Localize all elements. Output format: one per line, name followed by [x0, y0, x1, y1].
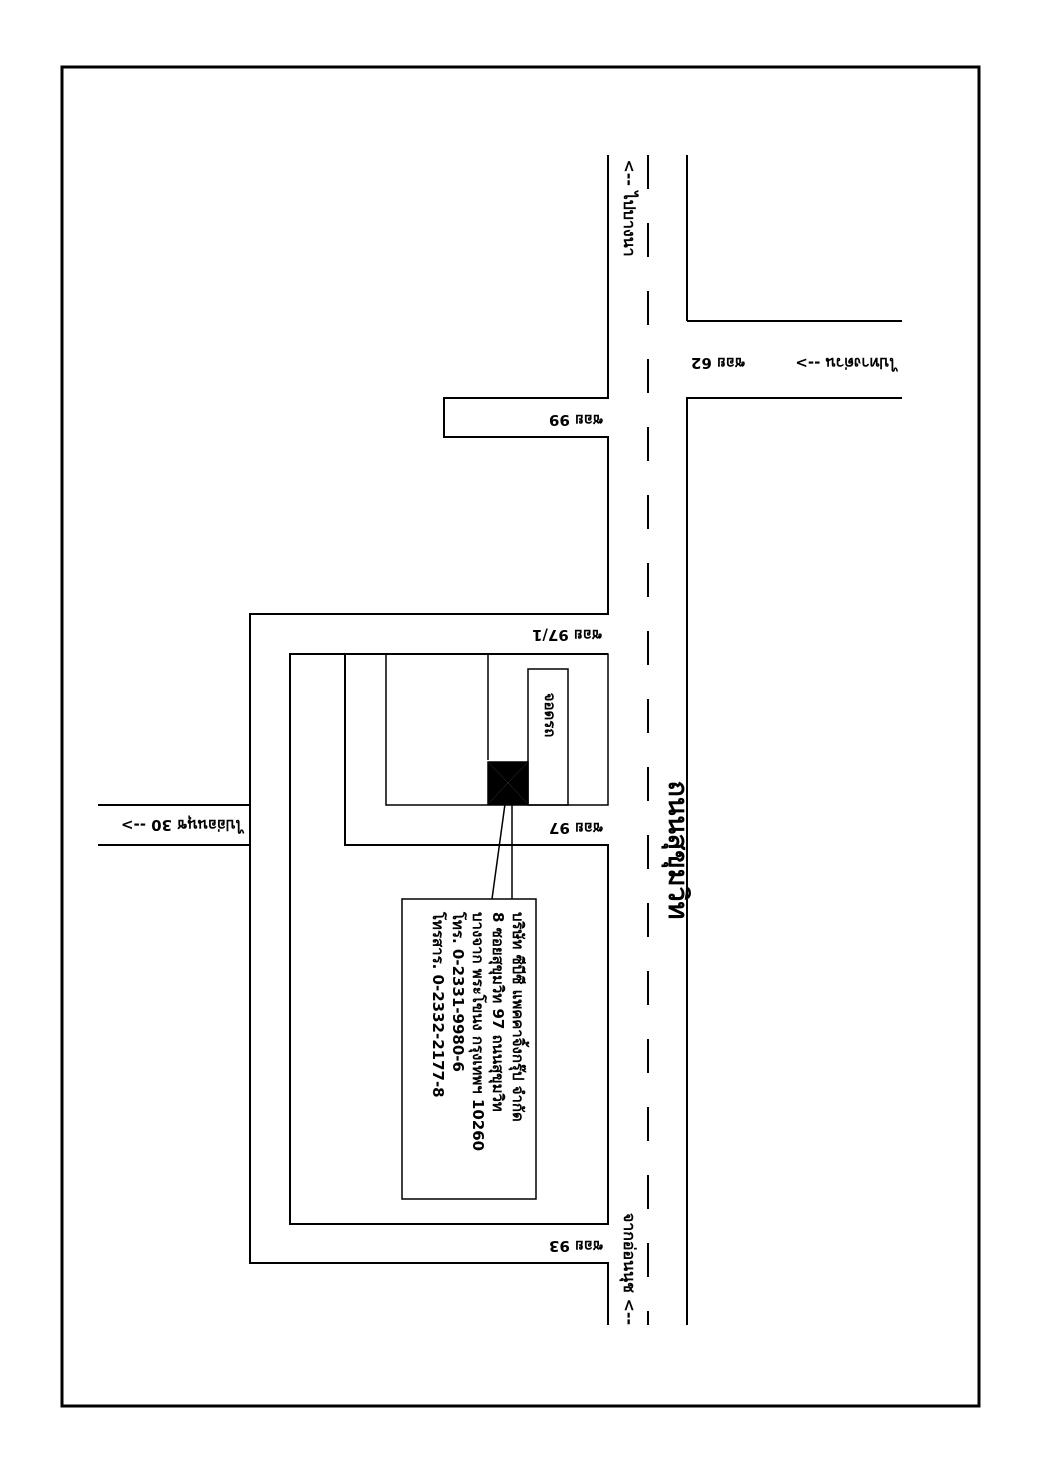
location-marker-icon — [488, 762, 528, 804]
soi-97-label: ซอย 97 — [548, 819, 604, 837]
soi-97-1-label: ซอย 97/1 — [532, 626, 602, 644]
soi-99-label: ซอย 99 — [548, 411, 604, 429]
parking-label: จอดรถ — [541, 692, 559, 738]
map-frame — [62, 67, 979, 1406]
company-name: บริษัท ซีบีซี แพคคาจิ้งกรุ๊ป จำกัด — [509, 912, 527, 1122]
company-address-line2: บางจาก พระโขนง กรุงเทพฯ 10260 — [469, 912, 487, 1152]
company-address-line1: 8 ซอยสุขุมวิท 97 ถนนสุขุมวิท — [489, 912, 507, 1112]
main-road-label: ถนนสุขุมวิท — [662, 780, 693, 920]
direction-bottom-label: จากอ่อนนุช <-- — [620, 1212, 639, 1326]
company-phone: โทร. 0-2331-9980-6 — [449, 912, 467, 1072]
soi-62-label: ซอย 62 — [690, 354, 746, 372]
soi-93-label: ซอย 93 — [548, 1237, 604, 1255]
direction-right-label: ไปทางด่วน --> — [795, 354, 897, 372]
company-fax: โทรสาร. 0-2332-2177-8 — [429, 912, 447, 1098]
direction-top-label: <-- ไปบางนา — [620, 159, 639, 257]
direction-left-label: ไปอ่อนนุช 30 --> — [120, 816, 244, 834]
